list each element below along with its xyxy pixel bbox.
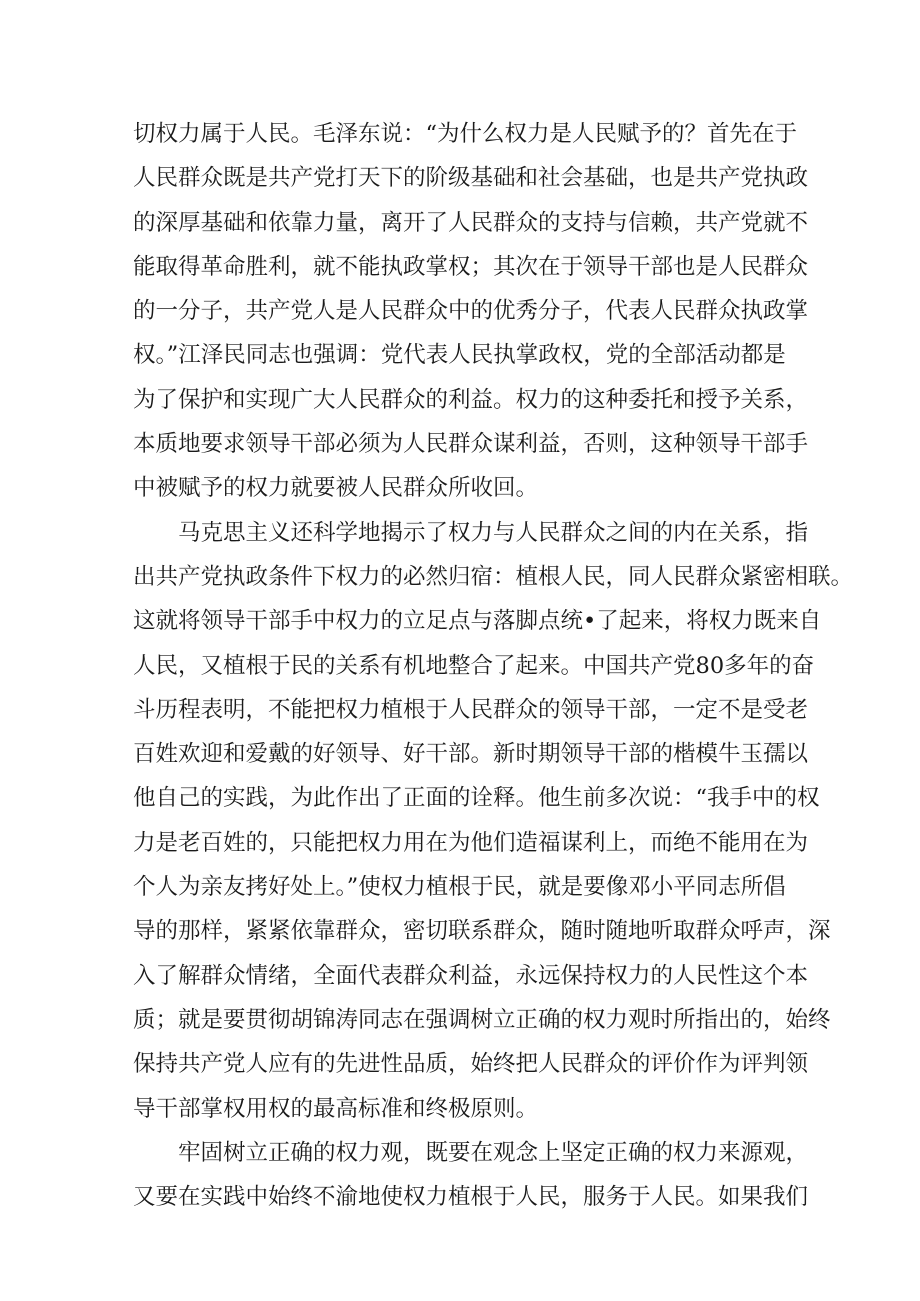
text-line: 他自己的实践，为此作出了正面的诠释。他生前多次说：“我手中的权 xyxy=(133,785,820,812)
text-line: 中被赋予的权力就要被人民群众所收回。 xyxy=(133,475,539,502)
body-text xyxy=(133,112,854,1219)
text-line: 导的那样，紧紧依靠群众，密切联系群众，随时随地听取群众呼声，深 xyxy=(133,918,831,945)
text-line: 为了保护和实现广大人民群众的利益。权力的这种委托和授予关系， xyxy=(133,386,809,413)
paragraph-2 xyxy=(133,511,854,1131)
text-line: 能取得革命胜利，就不能执政掌权；其次在于领导干部也是人民群众 xyxy=(133,253,809,280)
text-line: 百姓欢迎和爱戴的好领导、好干部。新时期领导干部的楷模牛玉孺以 xyxy=(133,741,809,768)
text-line: 质；就是要贯彻胡锦涛同志在强调树立正确的权力观时所指出的，始终 xyxy=(133,1006,831,1033)
text-line: 出共产党执政条件下权力的必然归宿：植根人民，同人民群众紧密相联。 xyxy=(133,563,854,590)
text-line: 力是老百姓的，只能把权力用在为他们造福谋利上，而绝不能用在为 xyxy=(133,829,809,856)
text-line: 马克思主义还科学地揭示了权力与人民群众之间的内在关系，指 xyxy=(178,519,809,546)
text-line: 本质地要求领导干部必须为人民群众谋利益，否则，这种领导干部手 xyxy=(133,431,809,458)
text-line: 人民群众既是共产党打天下的阶级基础和社会基础，也是共产党执政 xyxy=(133,165,809,192)
text-line: 保持共产党人应有的先进性品质，始终把人民群众的评价作为评判领 xyxy=(133,1051,809,1078)
text-line: 切权力属于人民。毛泽东说：“为什么权力是人民赋予的？首先在于 xyxy=(133,121,798,147)
paragraph-1 xyxy=(133,112,809,511)
text-line: 牢固树立正确的权力观，既要在观念上坚定正确的权力来源观， xyxy=(178,1139,809,1166)
text-line: 这就将领导干部手中权力的立足点与落脚点统•了起来，将权力既来自 xyxy=(133,608,822,635)
text-line: 的深厚基础和依靠力量，离开了人民群众的支持与信赖，共产党就不 xyxy=(133,209,809,236)
text-line: 又要在实践中始终不渝地使权力植根于人民，服务于人民。如果我们 xyxy=(133,1184,809,1211)
text-line: 入了解群众情绪，全面代表群众利益，永远保持权力的人民性这个本 xyxy=(133,962,809,989)
text-line: 个人为亲友拷好处上。”使权力植根于民，就是要像邓小平同志所倡 xyxy=(133,874,786,901)
text-line: 人民，又植根于民的关系有机地整合了起来。中国共产党80多年的奋 xyxy=(133,652,815,679)
text-line: 斗历程表明，不能把权力植根于人民群众的领导干部，一定不是受老 xyxy=(133,696,809,723)
text-line: 的一分子，共产党人是人民群众中的优秀分子，代表人民群众执政掌 xyxy=(133,298,809,325)
paragraph-3 xyxy=(133,1131,809,1220)
text-line: 权。”江泽民同志也强调：党代表人民执掌政权，党的全部活动都是 xyxy=(133,342,786,369)
text-line: 导干部掌权用权的最高标准和终极原则。 xyxy=(133,1095,539,1122)
